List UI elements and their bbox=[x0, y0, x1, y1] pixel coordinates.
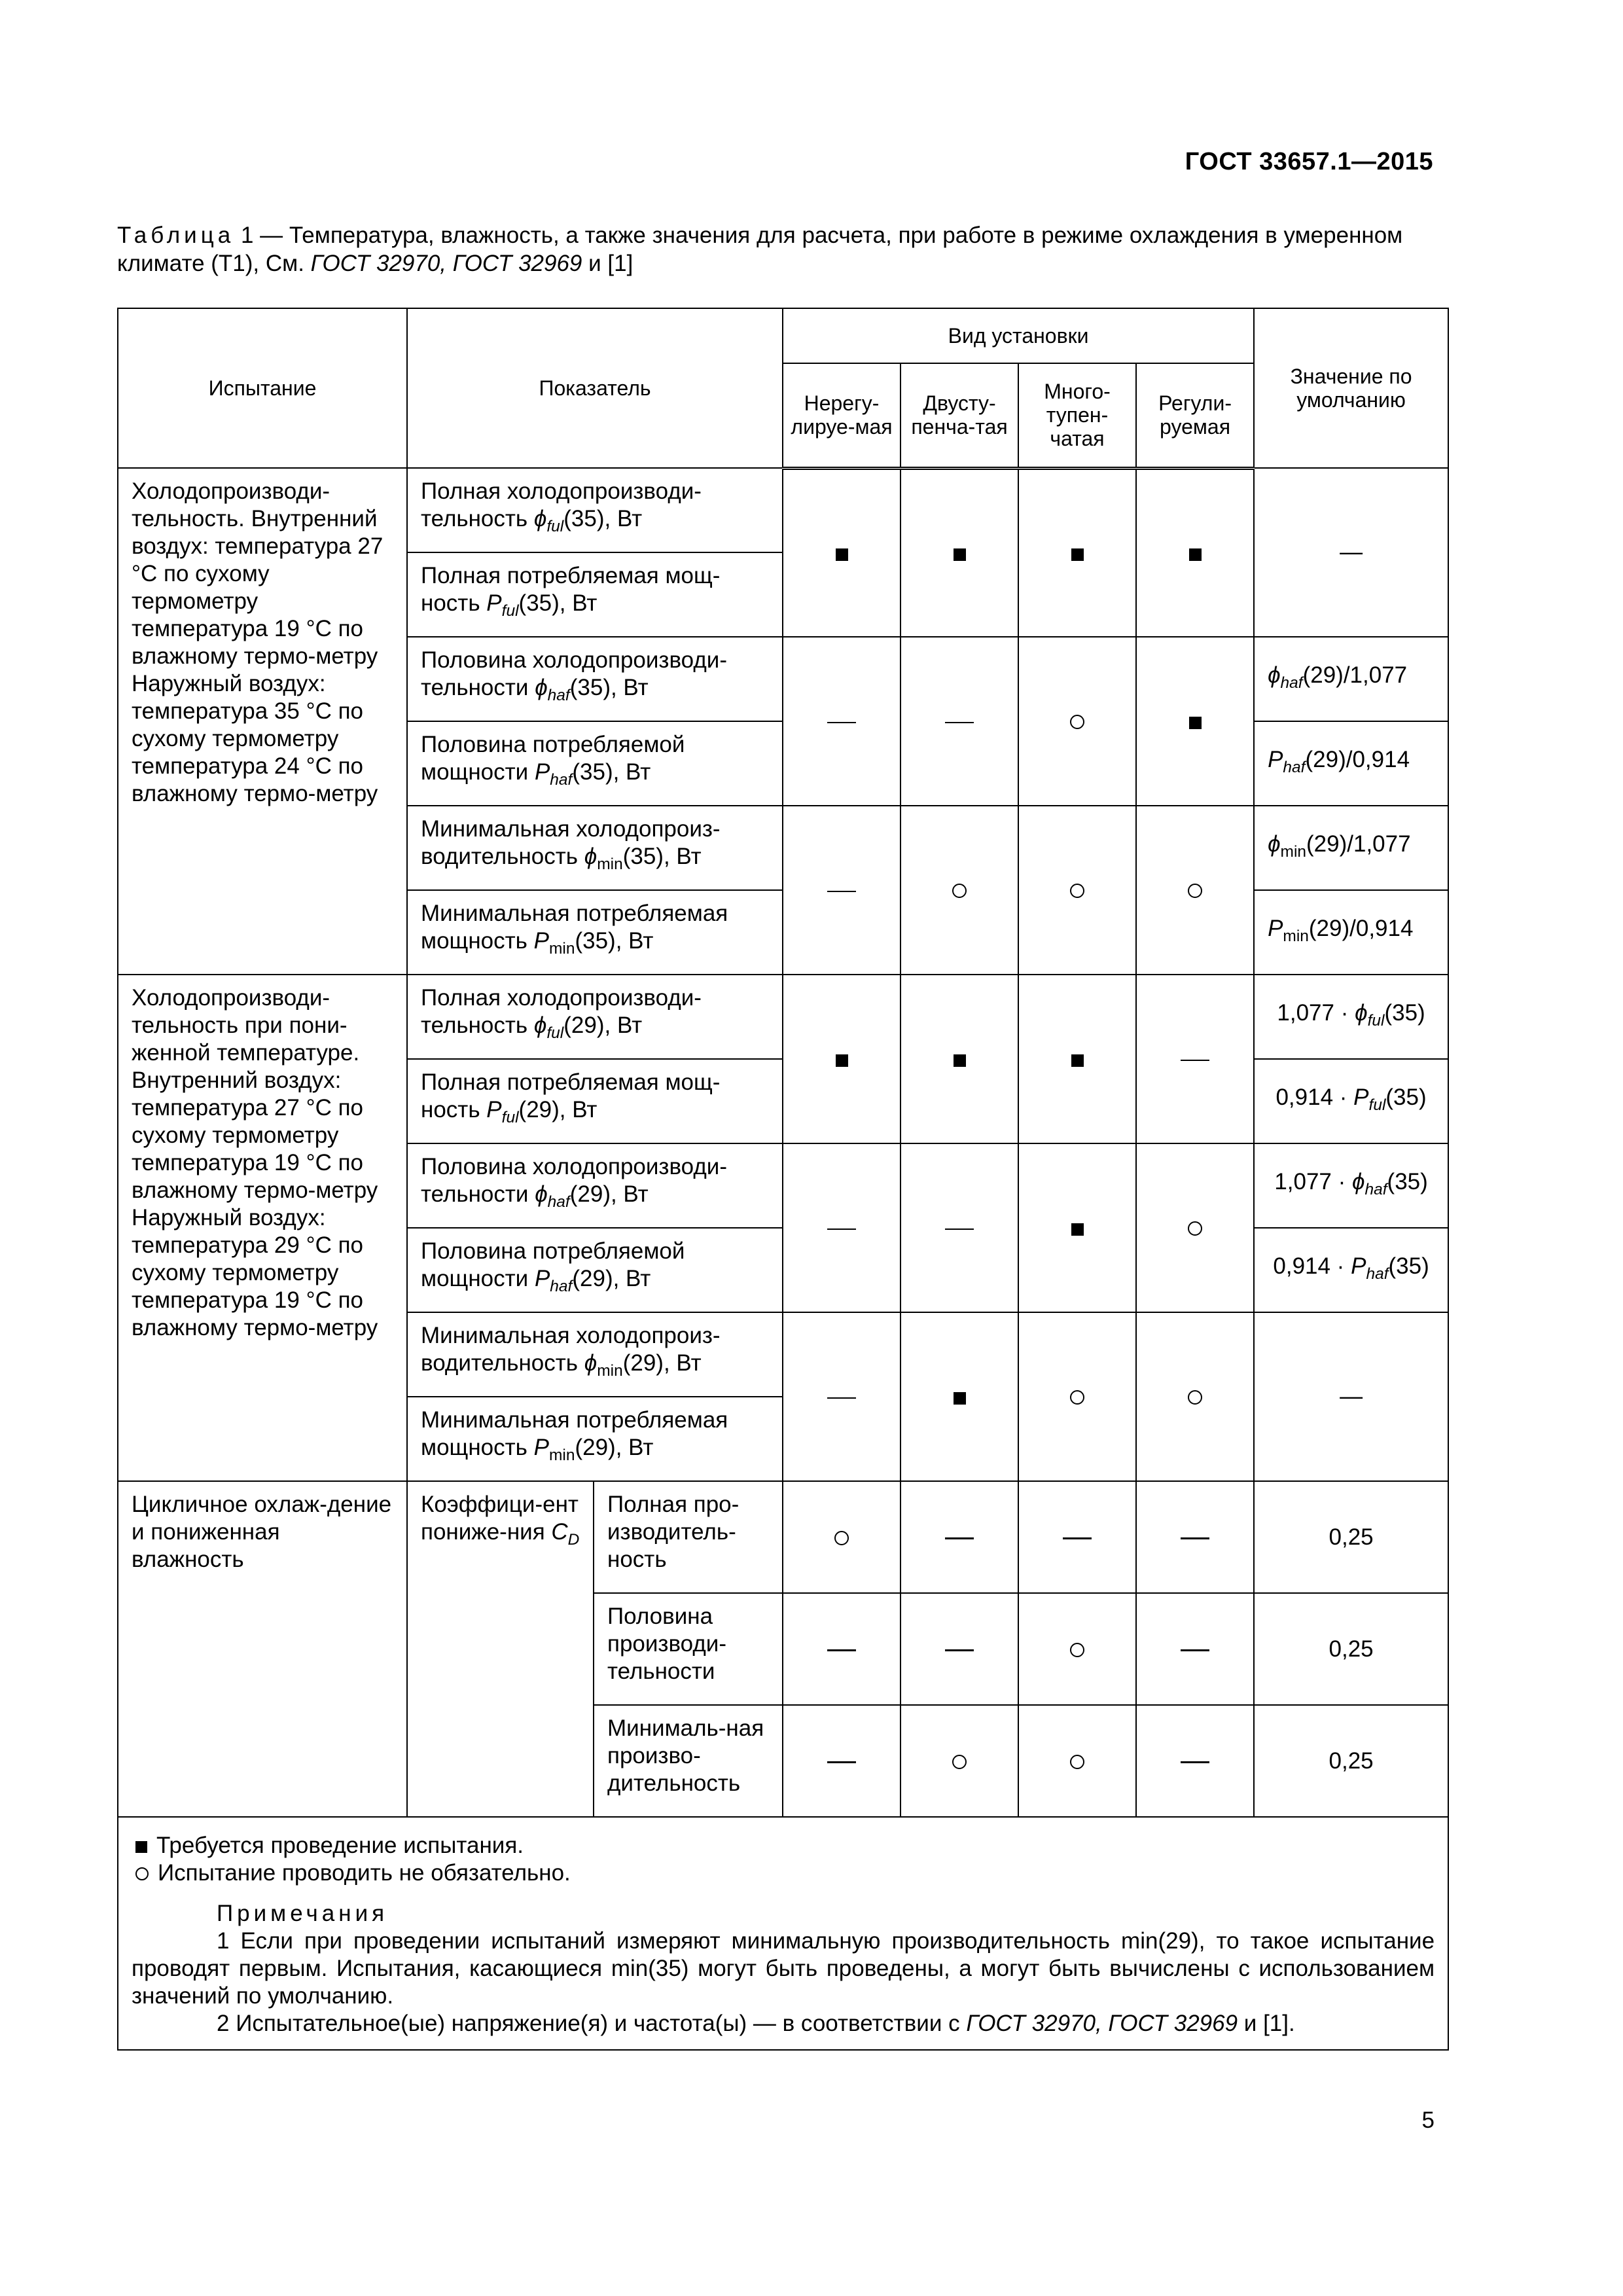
group3-sub-1: Полная про-изводитель-ность bbox=[594, 1481, 783, 1593]
mark-optional bbox=[1136, 1143, 1254, 1312]
mark-not-applicable bbox=[1136, 1481, 1254, 1593]
mark-optional bbox=[901, 1705, 1018, 1817]
group3-sub-3: Минималь-ная произво-дительность bbox=[594, 1705, 783, 1817]
group1-indicator-1: Полная холодопроизводи-тельность $\phi_{ful}(35)$, Вт bbox=[407, 468, 783, 552]
group1-indicator-6: Минимальная потребляемая мощность $P_{min}(35)$, Вт bbox=[407, 890, 783, 975]
note-2: 2 Испытательное(ые) напряжение(я) и частота(ы) — в соответствии с ГОСТ 32970, ГОСТ 32969 и [1]. bbox=[217, 2011, 1295, 2036]
mark-not-applicable bbox=[901, 1593, 1018, 1705]
group2-indicator-2: Полная потребляемая мощ-ность $P_{ful}(29)$, Вт bbox=[407, 1059, 783, 1143]
group1-indicator-3: Половина холодопроизводи-тельности $\phi_{haf}(35)$, Вт bbox=[407, 637, 783, 721]
group3-coefficient: Коэффици-ент пониже-ния $C_D$ bbox=[407, 1481, 594, 1817]
requirements-table bbox=[117, 308, 1449, 2051]
page-number: 5 bbox=[1421, 2108, 1435, 2133]
mark-optional bbox=[1018, 637, 1136, 806]
legend-required: Требуется проведение испытания. bbox=[132, 1832, 1435, 1859]
mark-not-applicable bbox=[783, 1593, 901, 1705]
group3-default-1: 0,25 bbox=[1254, 1481, 1448, 1593]
mark-not-applicable bbox=[783, 1312, 901, 1481]
group3-test: Цикличное охлаж-дение и пониженная влажность bbox=[118, 1481, 407, 1817]
group3-default-3: 0,25 bbox=[1254, 1705, 1448, 1817]
mark-optional bbox=[1136, 806, 1254, 975]
mark-optional bbox=[783, 1481, 901, 1593]
document-code: ГОСТ 33657.1—2015 bbox=[1185, 148, 1433, 175]
group2-default-3: $1,077 \cdot \phi_{haf}(35)$ bbox=[1254, 1143, 1448, 1228]
mark-required bbox=[1018, 975, 1136, 1143]
group2-default-4: $0,914 \cdot P_{haf}(35)$ bbox=[1254, 1228, 1448, 1312]
group1-default-3: $\phi_{haf}(29)/1,077$ bbox=[1254, 637, 1448, 721]
caption-text: — Температура, влажность, а также значения для расчета, при работе в режиме охлаждения в умеренном климате (Т1), См. bbox=[117, 223, 1403, 276]
header-col-regulated: Регули-руемая bbox=[1136, 363, 1254, 468]
header-col-twostage: Двусту-пенча-тая bbox=[901, 363, 1018, 468]
group1-default-1: — bbox=[1254, 468, 1448, 637]
mark-optional bbox=[1136, 1312, 1254, 1481]
header-col-multistage: Много-тупен-чатая bbox=[1018, 363, 1136, 468]
mark-not-applicable bbox=[901, 1143, 1018, 1312]
mark-not-applicable bbox=[1136, 1593, 1254, 1705]
note-1: 1 Если при проведении испытаний измеряют минимальную производительность min(29), то такое испытание проводят первым. Испытания, касающиеся min(35) могут быть проведены, а могут быть вычислены с использованием значений по умолчанию. bbox=[132, 1928, 1435, 2009]
mark-required bbox=[1018, 1143, 1136, 1312]
group2-test: Холодопроизводи-тельность при пони-женной температуре. Внутренний воздух: температура 27 °С по сухому термометру температура 19 °С по влажному термо-метру Наружный воздух: температура 29 °С по сухому термометру температура 19 °С по влажному термо-метру bbox=[118, 975, 407, 1481]
mark-required bbox=[783, 975, 901, 1143]
group1-indicator-5: Минимальная холодопроиз-водительность $\phi_{min}(35)$, Вт bbox=[407, 806, 783, 890]
group1-default-5: $\phi_{min}(29)/1,077$ bbox=[1254, 806, 1448, 890]
header-col-nonregulated: Нерегу-лируе-мая bbox=[783, 363, 901, 468]
header-unit-type: Вид установки bbox=[783, 308, 1254, 363]
table-caption bbox=[117, 221, 1439, 278]
mark-optional bbox=[1018, 1593, 1136, 1705]
group2-indicator-3: Половина холодопроизводи-тельности $\phi_{haf}(29)$, Вт bbox=[407, 1143, 783, 1228]
mark-required bbox=[1136, 468, 1254, 637]
group2-indicator-1: Полная холодопроизводи-тельность $\phi_{ful}(29)$, Вт bbox=[407, 975, 783, 1059]
header-test: Испытание bbox=[118, 308, 407, 468]
legend-optional: Испытание проводить не обязательно. bbox=[132, 1859, 1435, 1887]
caption-ref: ГОСТ 32970, ГОСТ 32969 bbox=[310, 251, 582, 276]
mark-not-applicable bbox=[1136, 1705, 1254, 1817]
mark-optional bbox=[1018, 1312, 1136, 1481]
mark-required bbox=[901, 468, 1018, 637]
group2-default-2: $0,914 \cdot P_{ful}(35)$ bbox=[1254, 1059, 1448, 1143]
notes-title: Примечания bbox=[217, 1901, 389, 1926]
table-notes bbox=[118, 1817, 1448, 2050]
mark-optional bbox=[901, 806, 1018, 975]
mark-required bbox=[1018, 468, 1136, 637]
caption-number: 1 bbox=[240, 223, 254, 248]
mark-not-applicable bbox=[783, 806, 901, 975]
group1-indicator-2: Полная потребляемая мощ-ность $P_{ful}(35)$, Вт bbox=[407, 552, 783, 637]
caption-tail: и [1] bbox=[582, 251, 633, 276]
mark-optional bbox=[1018, 1705, 1136, 1817]
group1-default-6: $P_{min}(29)/0,914$ bbox=[1254, 890, 1448, 975]
mark-required bbox=[901, 975, 1018, 1143]
mark-not-applicable bbox=[1018, 1481, 1136, 1593]
caption-label: Таблица bbox=[117, 223, 235, 248]
mark-not-applicable bbox=[783, 637, 901, 806]
header-default: Значение по умолчанию bbox=[1254, 308, 1448, 468]
mark-not-applicable bbox=[783, 1143, 901, 1312]
mark-required bbox=[783, 468, 901, 637]
mark-not-applicable bbox=[1136, 975, 1254, 1143]
group3-sub-2: Половина производи-тельности bbox=[594, 1593, 783, 1705]
group2-indicator-4: Половина потребляемой мощности $P_{haf}(29)$, Вт bbox=[407, 1228, 783, 1312]
mark-required bbox=[901, 1312, 1018, 1481]
mark-not-applicable bbox=[783, 1705, 901, 1817]
group2-indicator-5: Минимальная холодопроиз-водительность $\phi_{min}(29)$, Вт bbox=[407, 1312, 783, 1397]
group1-test: Холодопроизводи-тельность. Внутренний воздух: температура 27 °С по сухому термометру температура 19 °С по влажному термо-метру Наружный воздух: температура 35 °С по сухому термометру температура 24 °С по влажному термо-метру bbox=[118, 468, 407, 975]
group2-indicator-6: Минимальная потребляемая мощность $P_{min}(29)$, Вт bbox=[407, 1397, 783, 1481]
group2-default-5: — bbox=[1254, 1312, 1448, 1481]
group2-default-1: $1,077 \cdot \phi_{ful}(35)$ bbox=[1254, 975, 1448, 1059]
group3-default-2: 0,25 bbox=[1254, 1593, 1448, 1705]
mark-optional bbox=[1018, 806, 1136, 975]
mark-not-applicable bbox=[901, 1481, 1018, 1593]
header-indicator: Показатель bbox=[407, 308, 783, 468]
mark-required bbox=[1136, 637, 1254, 806]
group1-indicator-4: Половина потребляемой мощности $P_{haf}(35)$, Вт bbox=[407, 721, 783, 806]
group1-default-4: $P_{haf}(29)/0,914$ bbox=[1254, 721, 1448, 806]
mark-not-applicable bbox=[901, 637, 1018, 806]
